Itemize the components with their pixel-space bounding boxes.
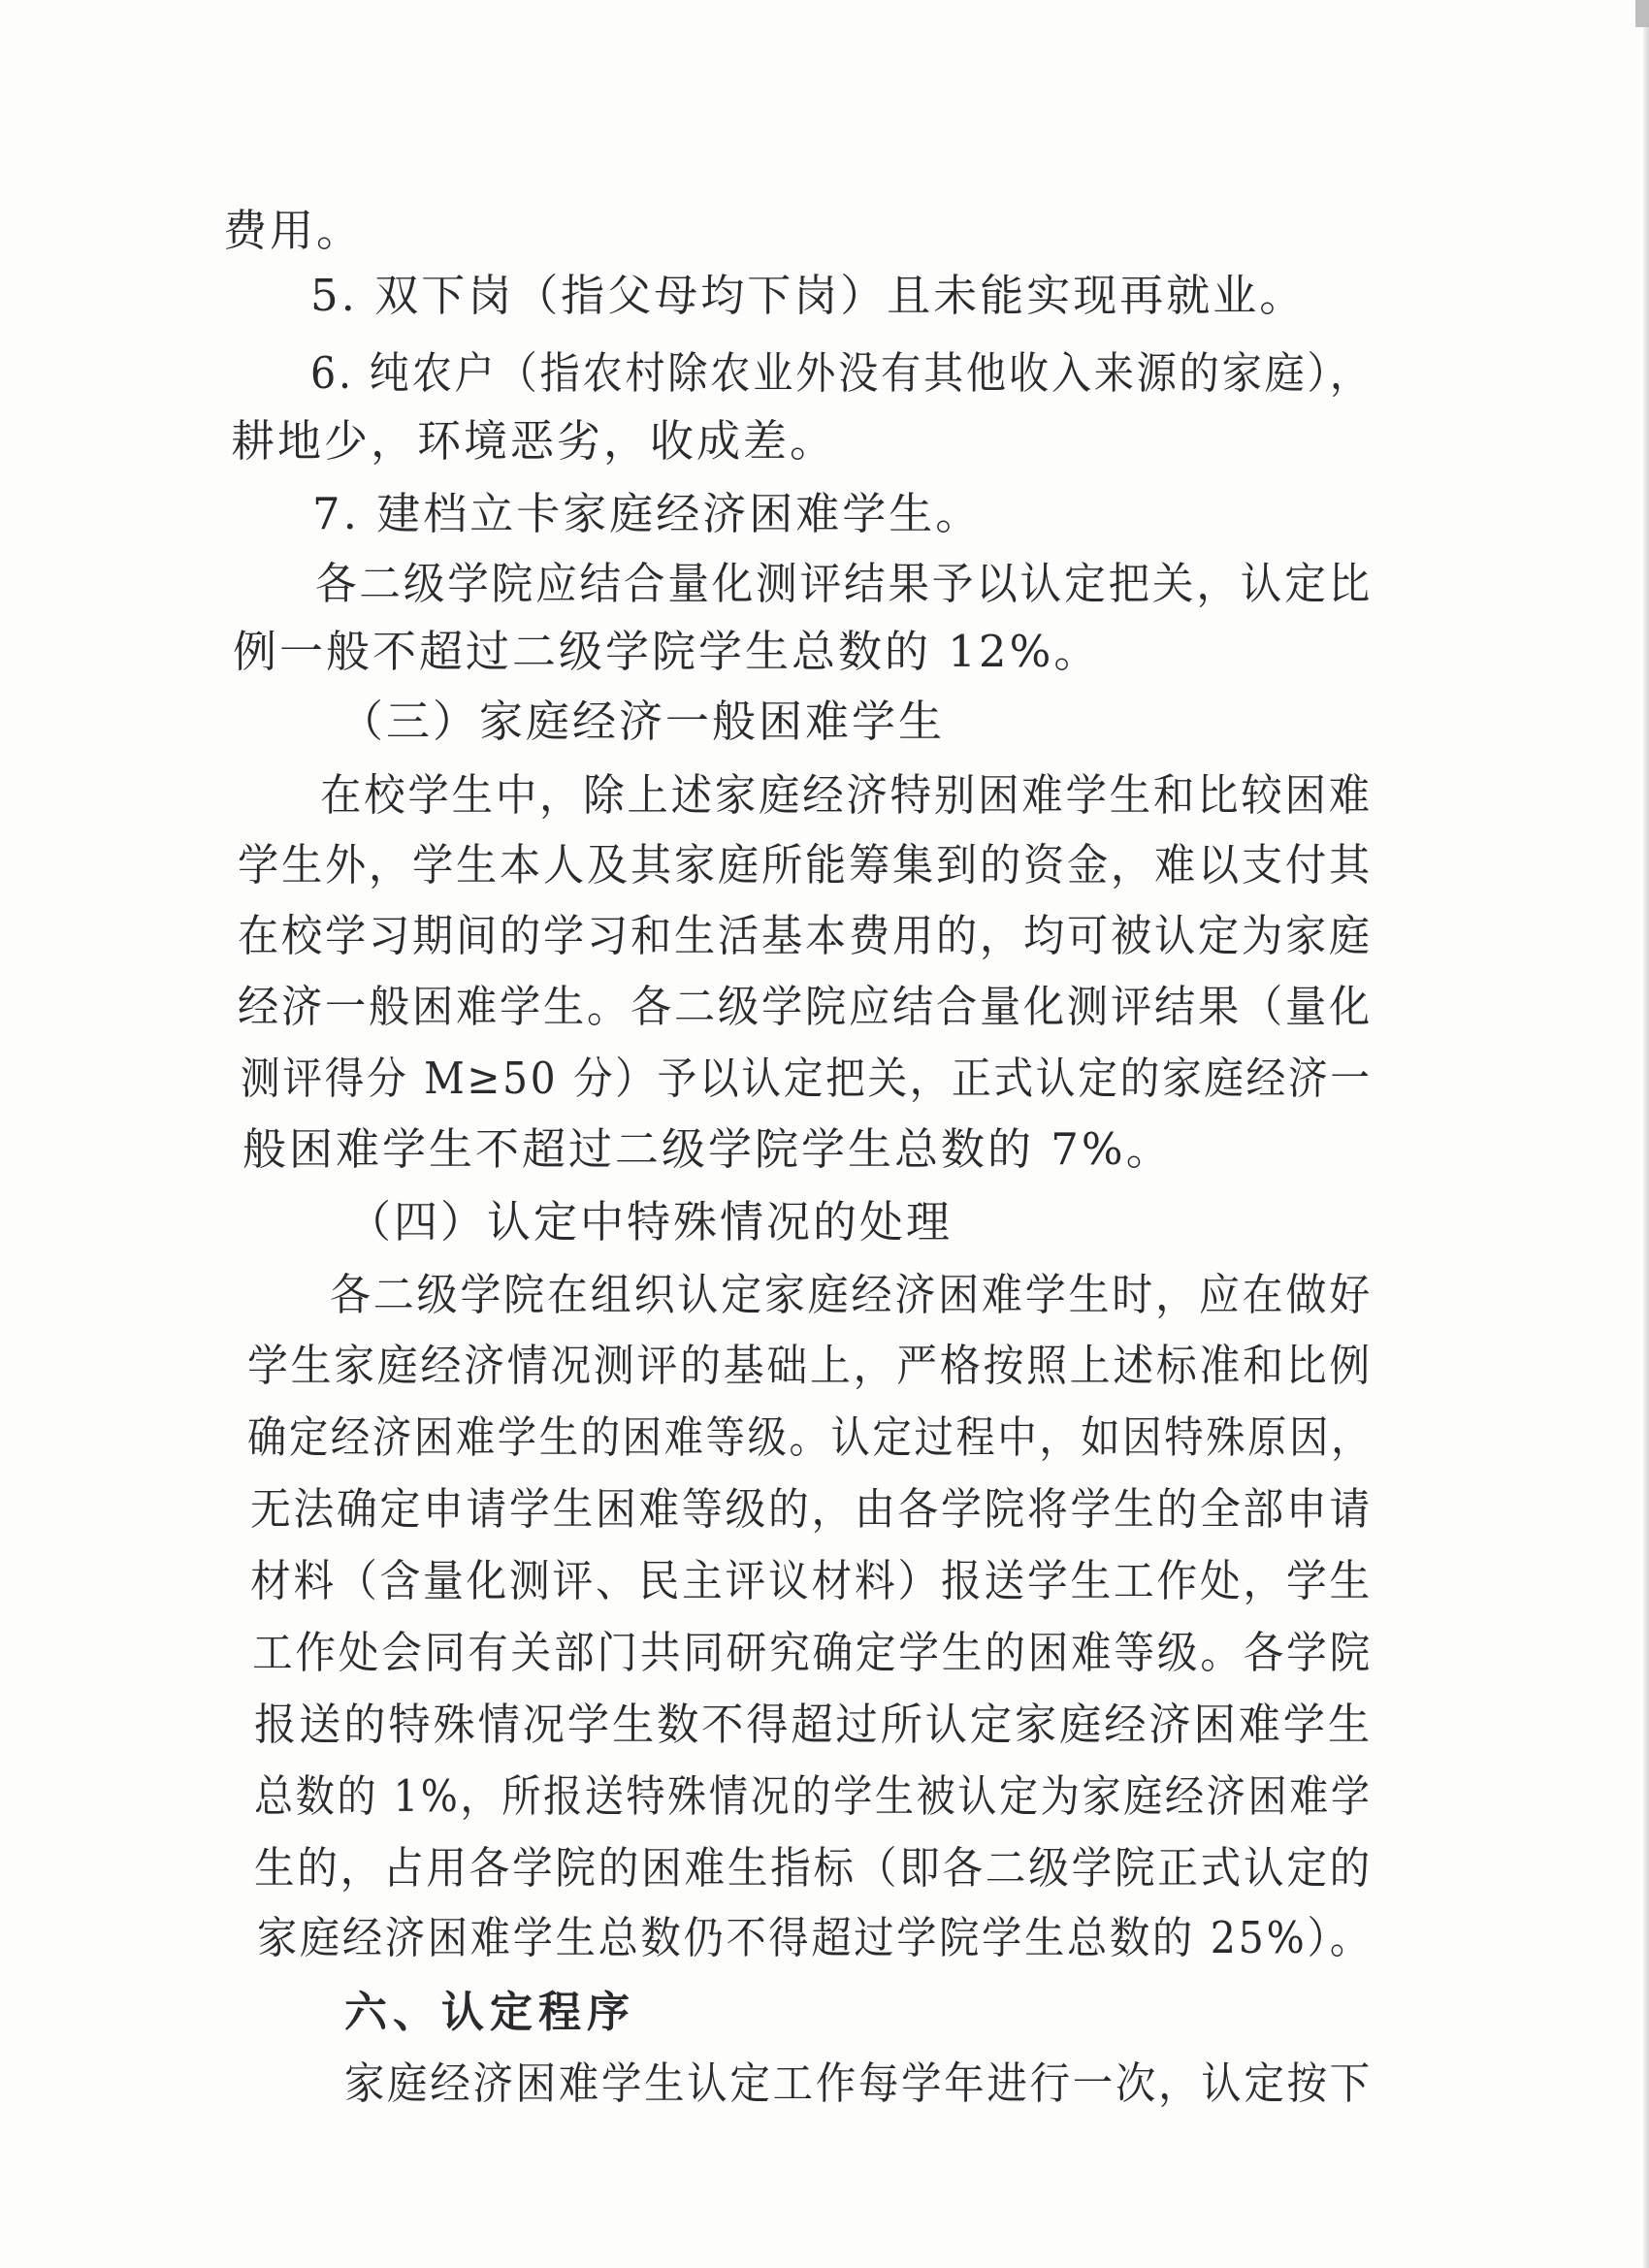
- paragraph-procedure-1: 家庭经济困难学生认定工作每学年进行一次，认定按下: [344, 2057, 1373, 2109]
- paragraph-special-6: 工作处会同有关部门共同研究确定学生的困难等级。各学院: [252, 1627, 1374, 1678]
- paragraph-proportion-continued: 例一般不超过二级学院学生总数的 12%。: [233, 626, 1101, 677]
- paragraph-general-1: 在校学生中，除上述家庭经济特别困难学生和比较困难: [320, 769, 1373, 821]
- paragraph-special-4: 无法确定申请学生困难等级的，由各学院将学生的全部申请: [250, 1483, 1374, 1535]
- subheading-special-cases: （四）认定中特殊情况的处理: [347, 1196, 954, 1247]
- list-item-6: 6. 纯农户（指农村除农业外没有其他收入来源的家庭），: [310, 347, 1373, 399]
- list-item-6-continued: 耕地少，环境恶劣，收成差。: [231, 415, 837, 467]
- section-heading-procedure: 六、认定程序: [344, 1988, 635, 2037]
- paragraph-special-1: 各二级学院在组织认定家庭经济困难学生时，应在做好: [330, 1269, 1374, 1320]
- paragraph-special-10: 家庭经济困难学生总数仍不得超过学院学生总数的 25%）。: [257, 1912, 1373, 1963]
- paragraph-special-8: 总数的 1%，所报送特殊情况的学生被认定为家庭经济困难学: [254, 1770, 1373, 1822]
- paragraph-special-7: 报送的特殊情况学生数不得超过所认定家庭经济困难学生: [254, 1699, 1373, 1750]
- paragraph-general-3: 在校学习期间的学习和生活基本费用的，均可被认定为家庭: [238, 910, 1374, 961]
- subheading-general-difficulty: （三）家庭经济一般困难学生: [340, 696, 946, 747]
- page-edge-shadow: [1643, 0, 1649, 2268]
- text-line-1: 费用。: [223, 205, 364, 256]
- paragraph-general-4: 经济一般困难学生。各二级学院应结合量化测评结果（量化: [238, 981, 1374, 1032]
- paragraph-special-5: 材料（含量化测评、民主评议材料）报送学生工作处，学生: [250, 1555, 1374, 1606]
- scan-corner-mark: [1635, 0, 1649, 27]
- paragraph-special-3: 确定经济困难学生的困难等级。认定过程中，如因特殊原因，: [247, 1411, 1374, 1463]
- paragraph-special-2: 学生家庭经济情况测评的基础上，严格按照上述标准和比例: [247, 1340, 1374, 1391]
- paragraph-general-5: 测评得分 M≥50 分）予以认定把关，正式认定的家庭经济一: [241, 1053, 1373, 1104]
- paragraph-general-6: 般困难学生不超过二级学院学生总数的 7%。: [242, 1123, 1173, 1175]
- paragraph-special-9: 生的，占用各学院的困难生指标（即各二级学院正式认定的: [254, 1842, 1374, 1894]
- paragraph-general-2: 学生外，学生本人及其家庭所能筹集到的资金，难以支付其: [238, 839, 1374, 891]
- paragraph-proportion: 各二级学院应结合量化测评结果予以认定把关，认定比: [315, 558, 1374, 609]
- list-item-7: 7. 建档立卡家庭经济困难学生。: [312, 488, 983, 539]
- list-item-5: 5. 双下岗（指父母均下岗）且未能实现再就业。: [310, 270, 1307, 321]
